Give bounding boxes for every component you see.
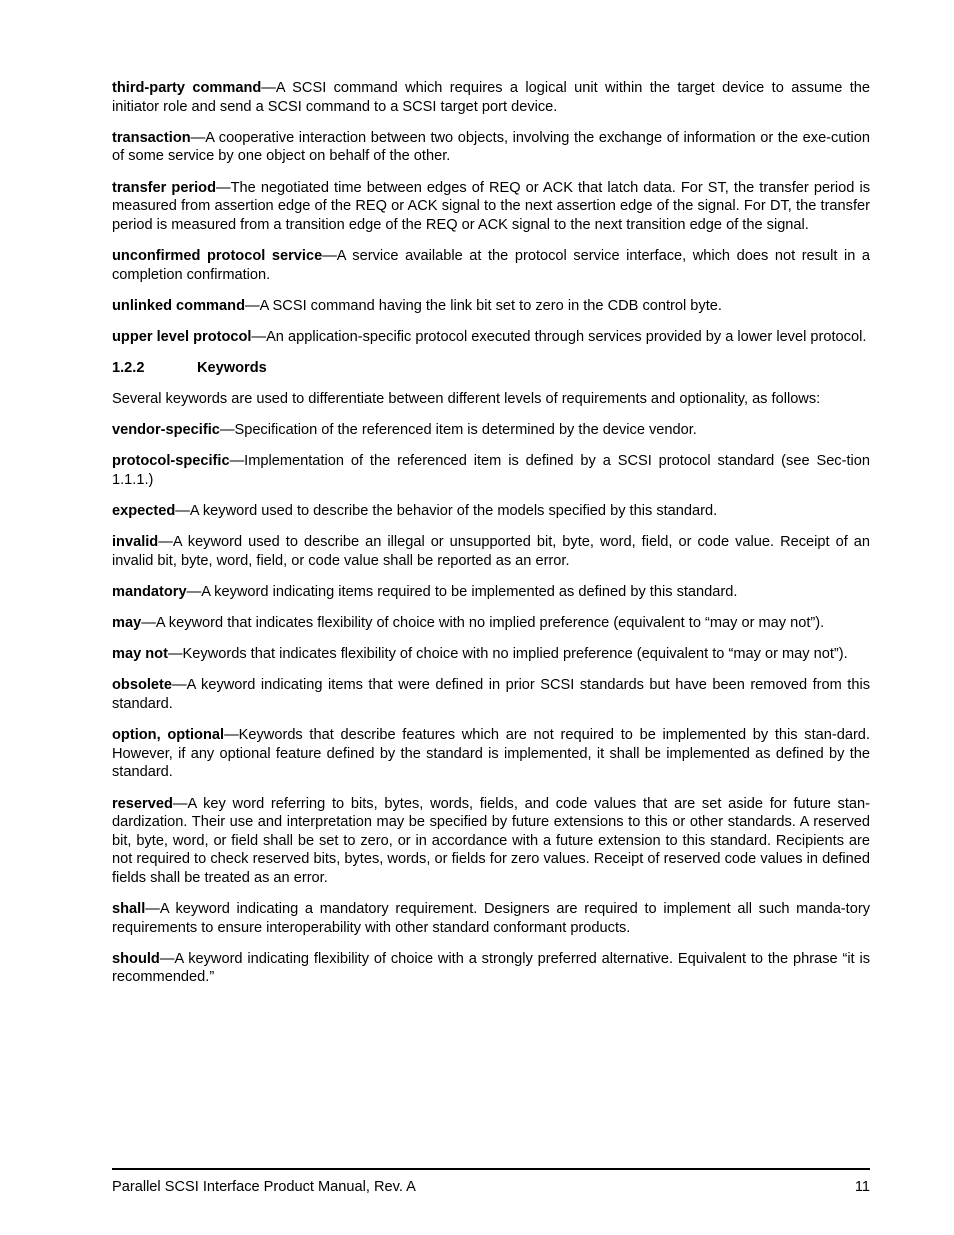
definition-entry: [112, 950, 870, 987]
page-footer: [112, 1168, 870, 1196]
footer-page-number: 11: [854, 1179, 870, 1195]
definition-term: expected: [112, 502, 176, 519]
definition-text: —A keyword indicating items that were defined in prior SCSI standards but have been removed from this standard.: [112, 677, 870, 712]
definition-term: should: [112, 950, 160, 967]
definition-text: —A SCSI command having the link bit set to zero in the CDB control byte.: [244, 297, 722, 314]
section-heading: [112, 359, 870, 378]
definition-entry: [112, 676, 870, 713]
definition-entry: [112, 645, 870, 664]
definition-term: may: [112, 615, 142, 631]
definition-term: protocol-specific: [112, 453, 230, 470]
definition-term: transaction: [112, 129, 191, 146]
section-intro: Several keywords are used to differentiate between different levels of requirements and optionality, as follows:: [112, 390, 821, 407]
definition-text: —A keyword used to describe the behavior of the models specified by this standard.: [175, 502, 718, 519]
definition-entry: [112, 452, 870, 489]
definition-entry: [112, 247, 870, 284]
section-title: Keywords: [197, 360, 267, 377]
definition-term: upper level protocol: [112, 328, 252, 345]
definition-entry: [112, 533, 870, 570]
definition-entry: [112, 502, 870, 521]
definition-term: transfer period: [112, 179, 217, 196]
definition-term: mandatory: [112, 583, 187, 600]
definition-term: unconfirmed protocol service: [112, 247, 323, 264]
definition-entry: [112, 614, 870, 633]
definition-text: —A keyword used to describe an illegal or unsupported bit, byte, word, field, or code value. Receipt of an invalid bit, byte, word, field, or code value shall be reported as an error.: [112, 534, 870, 569]
definition-term: vendor-specific: [112, 421, 220, 438]
definitions-list: [112, 79, 870, 347]
definition-term: third-party command: [112, 80, 262, 96]
page-content: [112, 79, 870, 1000]
definition-text: —Keywords that indicates flexibility of choice with no implied preference (equivalent to “may or may not”).: [167, 646, 848, 663]
definition-entry: [112, 900, 870, 937]
definition-term: obsolete: [112, 677, 173, 694]
section-number: 1.2.2: [112, 360, 145, 377]
definition-entry: [112, 726, 870, 782]
definition-term: unlinked command: [112, 297, 245, 314]
definition-term: may not: [112, 646, 168, 663]
definition-entry: [112, 328, 870, 347]
definition-text: —A service available at the protocol service interface, which does not result in a completion confirmation.: [112, 247, 870, 283]
definition-entry: [112, 421, 870, 440]
definition-entry: [112, 129, 870, 166]
definition-term: shall: [112, 901, 146, 918]
definition-text: —The negotiated time between edges of REQ or ACK that latch data. For ST, the transfer period is measured from assertion edge of the REQ or ACK signal to the next assertion edge of the signal. For DT, the transfer period is measured from a transition edge of the REQ or ACK signal to the next transition edge of the signal.: [112, 179, 870, 233]
definition-text: —A keyword indicating a mandatory requirement. Designers are required to implement all such manda-tory requirements to ensure interoperability with other standard conformant products.: [112, 901, 870, 936]
definition-text: —A keyword that indicates flexibility of choice with no implied preference (equivalent to “may or may not”).: [141, 615, 825, 631]
definition-text: —A keyword indicating flexibility of choice with a strongly preferred alternative. Equivalent to the phrase “it is recommended.”: [112, 950, 870, 986]
keywords-list: [112, 421, 870, 987]
definition-text: —Specification of the referenced item is determined by the device vendor.: [219, 421, 697, 438]
definition-text: —A keyword indicating items required to be implemented as defined by this standard.: [186, 583, 738, 600]
definition-entry: [112, 79, 870, 116]
definition-entry: [112, 795, 870, 888]
definition-term: invalid: [112, 534, 159, 551]
footer-document-title: Parallel SCSI Interface Product Manual, Rev. A: [112, 1179, 416, 1195]
definition-text: —An application-specific protocol executed through services provided by a lower level protocol.: [251, 328, 867, 345]
definition-text: —Keywords that describe features which are not required to be implemented by this stan-dard. However, if any optional feature defined by the standard is implemented, it shall be implemented as defined by the standard.: [112, 727, 870, 781]
definition-term: reserved: [112, 795, 173, 812]
definition-term: option, optional: [112, 727, 225, 744]
definition-text: —A SCSI command which requires a logical unit within the target device to assume the initiator role and send a SCSI command to a SCSI target port device.: [112, 80, 870, 115]
definition-entry: [112, 583, 870, 602]
definition-entry: [112, 297, 870, 316]
definition-entry: [112, 179, 870, 235]
definition-text: —A key word referring to bits, bytes, words, fields, and code values that are set aside for future stan-dardization. Their use and interpretation may be specified by future extensions to this or other standards. A reserved bit, byte, word, or field shall be set to zero, or in accordance with a future extension to this standard. Recipients are not required to check reserved bits, bytes, words, or fields for zero values. Receipt of reserved code values in defined fields shall be treated as an error.: [112, 795, 870, 886]
definition-text: —Implementation of the referenced item is defined by a SCSI protocol standard (see Sec-tion 1.1.1.): [112, 453, 870, 488]
definition-text: —A cooperative interaction between two objects, involving the exchange of information or the exe-cution of some service by one object on behalf of the other.: [112, 129, 870, 165]
